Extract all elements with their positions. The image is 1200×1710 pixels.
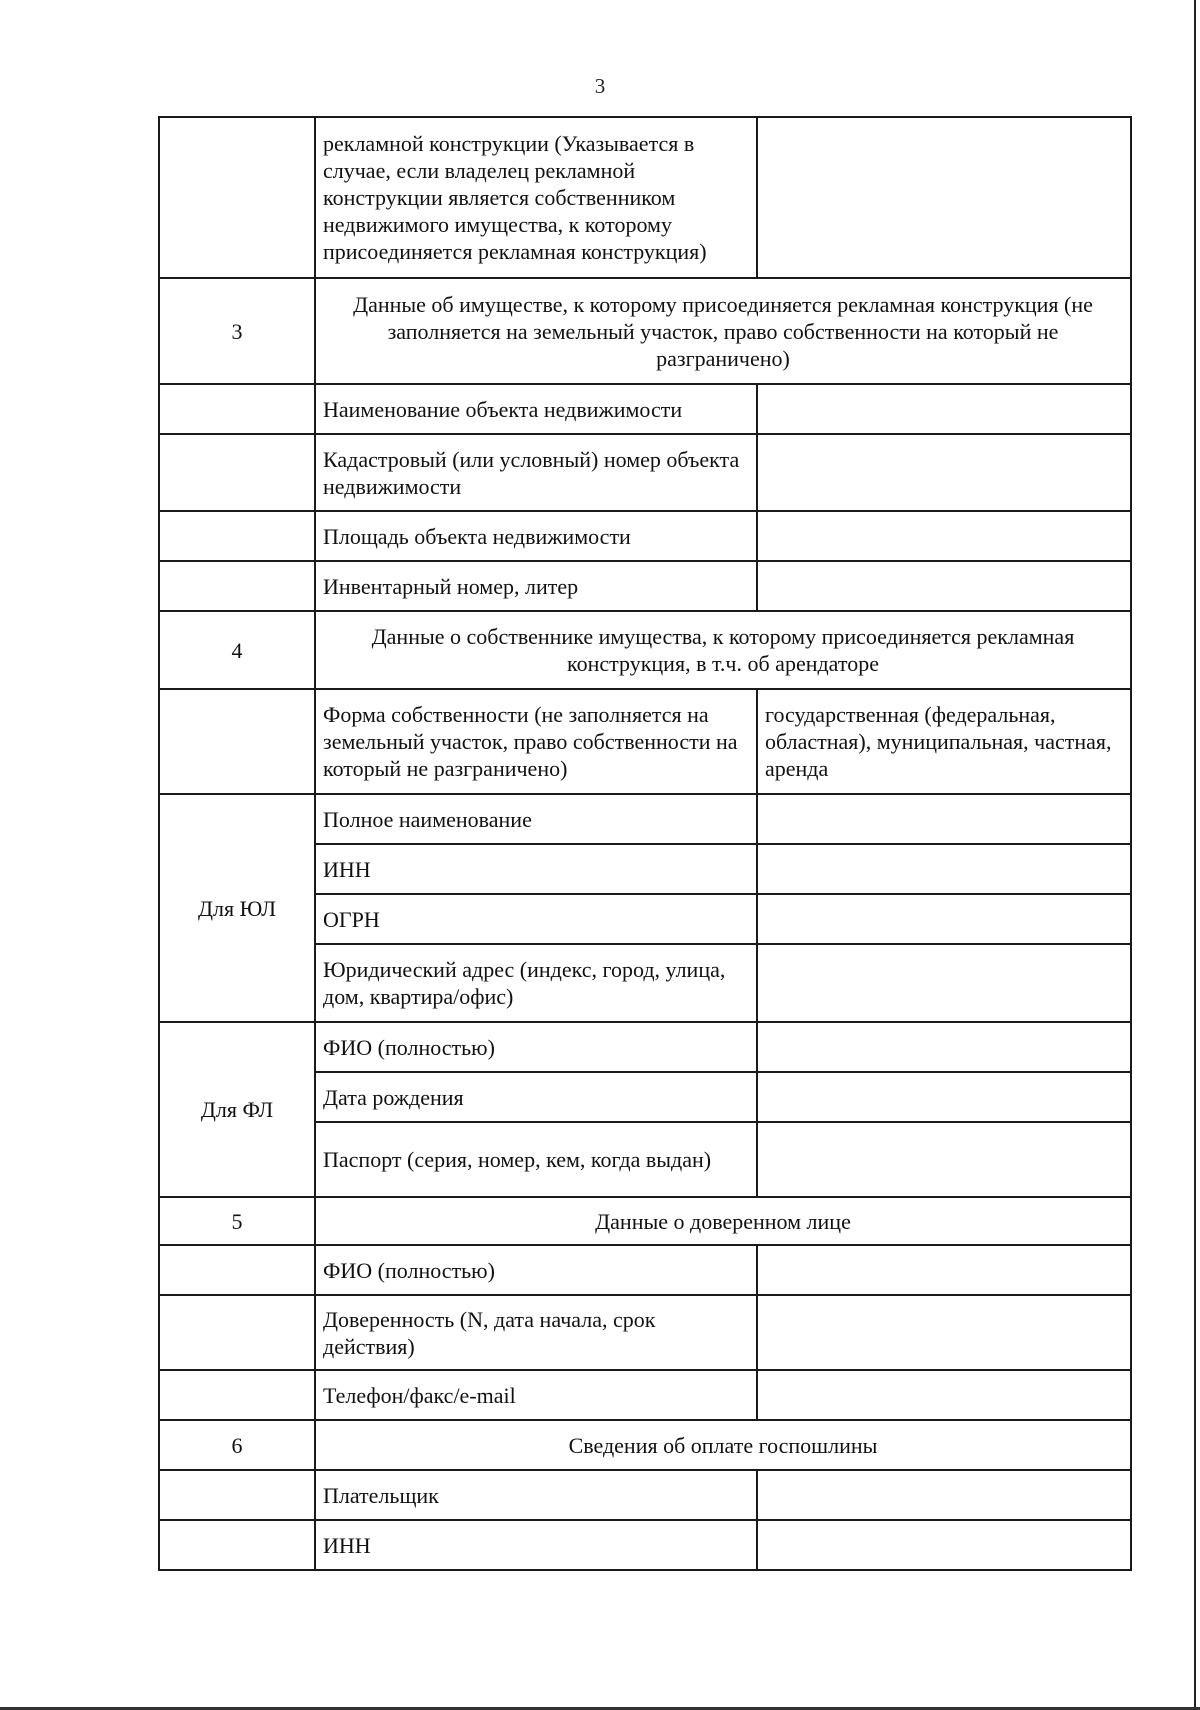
field-label: Форма собственности (не заполняется на земельный участок, право собственности на который не разграничено) (315, 689, 757, 794)
table-row (159, 794, 1131, 844)
field-label: Доверенность (N, дата начала, срок действия) (315, 1295, 757, 1370)
field-label: Наименование объекта недвижимости (315, 384, 757, 434)
field-label: Юридический адрес (индекс, город, улица, дом, квартира/офис) (315, 944, 757, 1022)
row-number-cell (159, 117, 315, 278)
field-label: Кадастровый (или условный) номер объекта недвижимости (315, 434, 757, 511)
table-row (159, 1370, 1131, 1420)
table-row (159, 1520, 1131, 1570)
table-row (159, 434, 1131, 511)
field-value (757, 1520, 1131, 1570)
table-row (159, 511, 1131, 561)
field-label: Плательщик (315, 1470, 757, 1520)
field-value (757, 511, 1131, 561)
field-label: Дата рождения (315, 1072, 757, 1122)
table-row (159, 561, 1131, 611)
field-value (757, 1295, 1131, 1370)
field-value (757, 894, 1131, 944)
field-value (757, 1072, 1131, 1122)
field-value (757, 1245, 1131, 1295)
field-value (757, 1370, 1131, 1420)
row-number-cell (159, 1295, 315, 1370)
table-row (159, 1022, 1131, 1072)
table-row (159, 384, 1131, 434)
row-number-cell (159, 384, 315, 434)
section-header-row (159, 278, 1131, 384)
section-header-row (159, 1420, 1131, 1470)
table-row (159, 1470, 1131, 1520)
row-number-cell (159, 1245, 315, 1295)
row-number-cell (159, 1520, 315, 1570)
row-number-cell (159, 689, 315, 794)
section-header-row (159, 1197, 1131, 1245)
row-number-cell (159, 1370, 315, 1420)
section-title: Данные о доверенном лице (315, 1197, 1131, 1245)
field-value (757, 434, 1131, 511)
field-label: Полное наименование (315, 794, 757, 844)
field-label: ИНН (315, 844, 757, 894)
row-number-cell (159, 511, 315, 561)
field-value (757, 794, 1131, 844)
field-value (757, 844, 1131, 894)
field-value (757, 1470, 1131, 1520)
field-label: Паспорт (серия, номер, кем, когда выдан) (315, 1122, 757, 1197)
field-label: Площадь объекта недвижимости (315, 511, 757, 561)
field-value (757, 1022, 1131, 1072)
section-title: Сведения об оплате госпошлины (315, 1420, 1131, 1470)
field-label: рекламной конструкции (Указывается в случае, если владелец рекламной конструкции является собственником недвижимого имущества, к которому присоединяется рекламная конструкция) (315, 117, 757, 278)
group-label: Для ФЛ (159, 1022, 315, 1197)
section-number: 4 (159, 611, 315, 689)
field-label: ИНН (315, 1520, 757, 1570)
application-form-table (158, 116, 1132, 1571)
table-row (159, 1245, 1131, 1295)
field-label: ФИО (полностью) (315, 1245, 757, 1295)
scan-edge-right (1194, 0, 1196, 1710)
row-number-cell (159, 1470, 315, 1520)
page-number: 3 (594, 74, 606, 98)
field-value (757, 384, 1131, 434)
table-row (159, 1295, 1131, 1370)
field-label: ФИО (полностью) (315, 1022, 757, 1072)
field-value (757, 1122, 1131, 1197)
section-number: 6 (159, 1420, 315, 1470)
section-title: Данные об имуществе, к которому присоединяется рекламная конструкция (не заполняется на земельный участок, право собственности на который не разграничено) (315, 278, 1131, 384)
field-label: ОГРН (315, 894, 757, 944)
table-row (159, 689, 1131, 794)
field-value (757, 561, 1131, 611)
field-value (757, 117, 1131, 278)
section-title: Данные о собственнике имущества, к которому присоединяется рекламная конструкция, в т.ч. об арендаторе (315, 611, 1131, 689)
section-number: 5 (159, 1197, 315, 1245)
row-number-cell (159, 434, 315, 511)
field-label: Телефон/факс/e-mail (315, 1370, 757, 1420)
row-number-cell (159, 561, 315, 611)
group-label: Для ЮЛ (159, 794, 315, 1022)
section-header-row (159, 611, 1131, 689)
table-row (159, 117, 1131, 278)
field-value (757, 944, 1131, 1022)
section-number: 3 (159, 278, 315, 384)
field-label: Инвентарный номер, литер (315, 561, 757, 611)
field-value: государственная (федеральная, областная), муниципальная, частная, аренда (757, 689, 1131, 794)
